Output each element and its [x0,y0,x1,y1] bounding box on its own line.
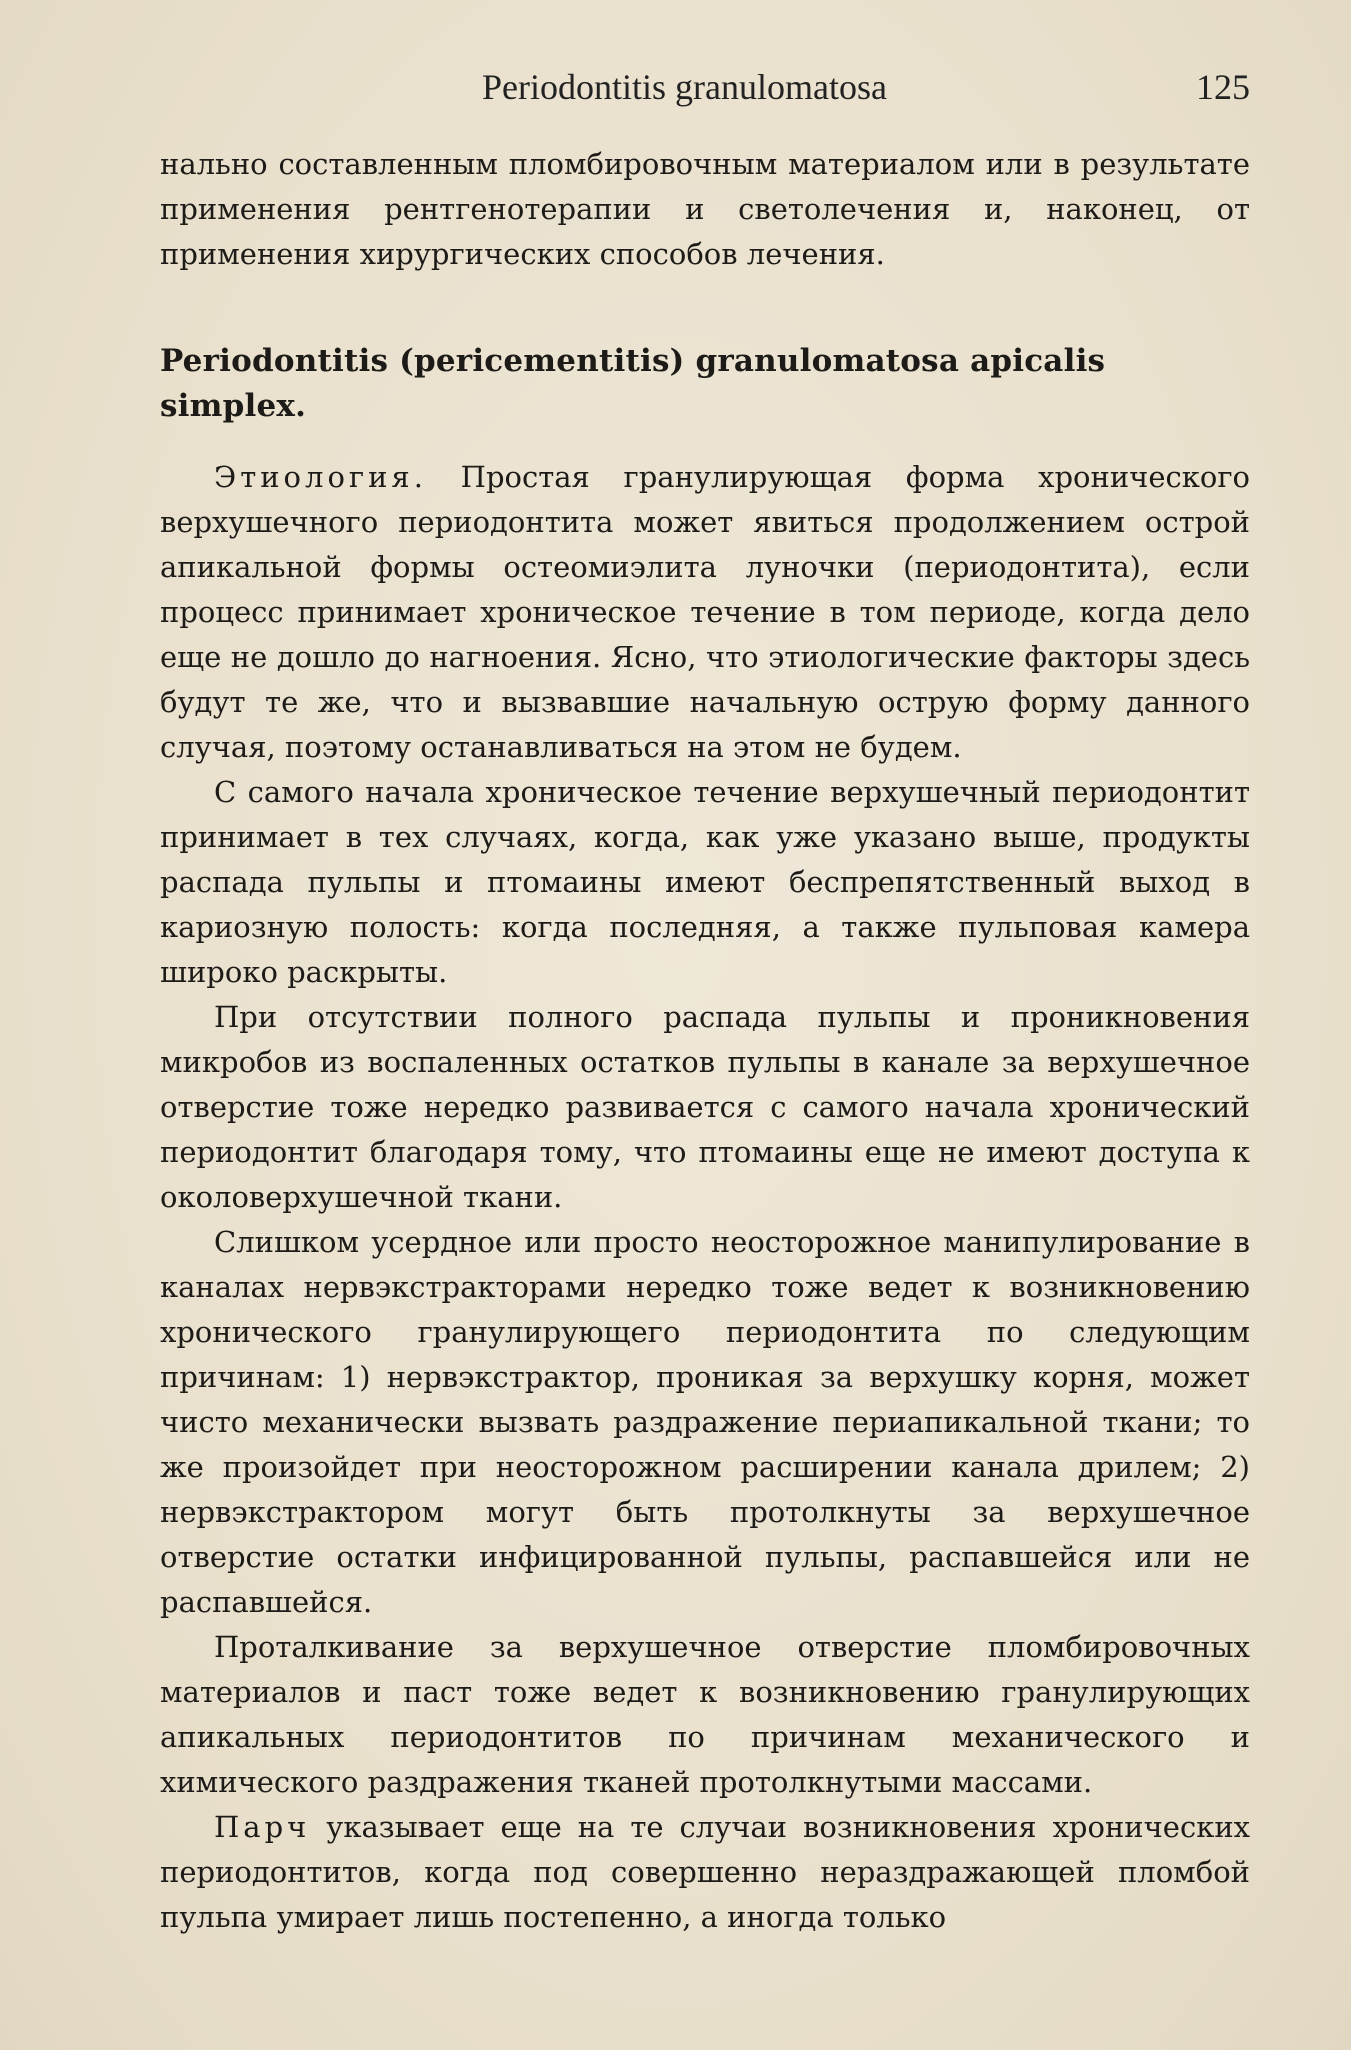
running-head [160,66,1250,116]
running-title: Periodontitis granulomatosa [482,67,887,107]
paragraph-partsch [160,1805,1250,1940]
paragraph-text: указывает еще на те случаи возникновения хронических периодонтитов, когда под совершенно нераздражающей пломбой пульпа умирает лишь постепенно, а иногда только [160,1810,1250,1934]
section-heading: Periodontitis (pericementitis) granulomatosa apicalis simplex. [160,343,1106,424]
page-number: 125 [1196,67,1250,107]
paragraph-text: Простая гранулирующая форма хронического верхушечного периодонтита может явиться продолжением острой апикальной формы остеомиэлита луночки (периодонтита), если процесс принимает хроническое течение в том периоде, когда дело еще не дошло до нагноения. Ясно, что этиологические факторы здесь будут те же, что и вызвавшие начальную острую форму данного случая, поэтому останавливаться на этом не будем. [160,460,1250,764]
paragraph-etiology [160,455,1250,770]
paragraph: С самого начала хроническое течение верхушечный периодонтит принимает в тех случаях, когда, как уже указано выше, продукты распада пульпы и птомаины имеют беспрепятственный выход в кариозную полость: когда последняя, а также пульповая камера широко раскрыты. [160,775,1250,989]
paragraph-lead: Парч [214,1810,311,1844]
paragraph: Слишком усердное или просто неосторожное манипулирование в каналах нервэкстракторами нередко тоже ведет к возникновению хронического гранулирующего периодонтита по следующим причинам: 1) нервэкстрактор, проникая за верхушку корня, может чисто механически вызвать раздражение периапикальной ткани; то же произойдет при неосторожном расширении канала дрилем; 2) нервэкстрактором могут быть протолкнуты за верхушечное отверстие остатки инфицированной пульпы, распавшейся или не распавшейся. [160,1225,1250,1619]
paragraph: При отсутствии полного распада пульпы и проникновения микробов из воспаленных остатков пульпы в канале за верхушечное отверстие тоже нередко развивается с самого начала хронический периодонтит благодаря тому, что птомаины еще не имеют доступа к околоверхушечной ткани. [160,1000,1250,1214]
paragraph: Проталкивание за верхушечное отверстие пломбировочных материалов и паст тоже ведет к возникновению гранулирующих апикальных периодонтитов по причинам механического и химического раздражения тканей протолкнутыми массами. [160,1630,1250,1799]
body-text [160,142,1250,1940]
intro-paragraph: нально составленным пломбировочным материалом или в результате применения рентгенотерапии и светолечения и, наконец, от применения хирургических способов лечения. [160,147,1250,271]
paragraph-lead: Этиология. [214,460,427,494]
